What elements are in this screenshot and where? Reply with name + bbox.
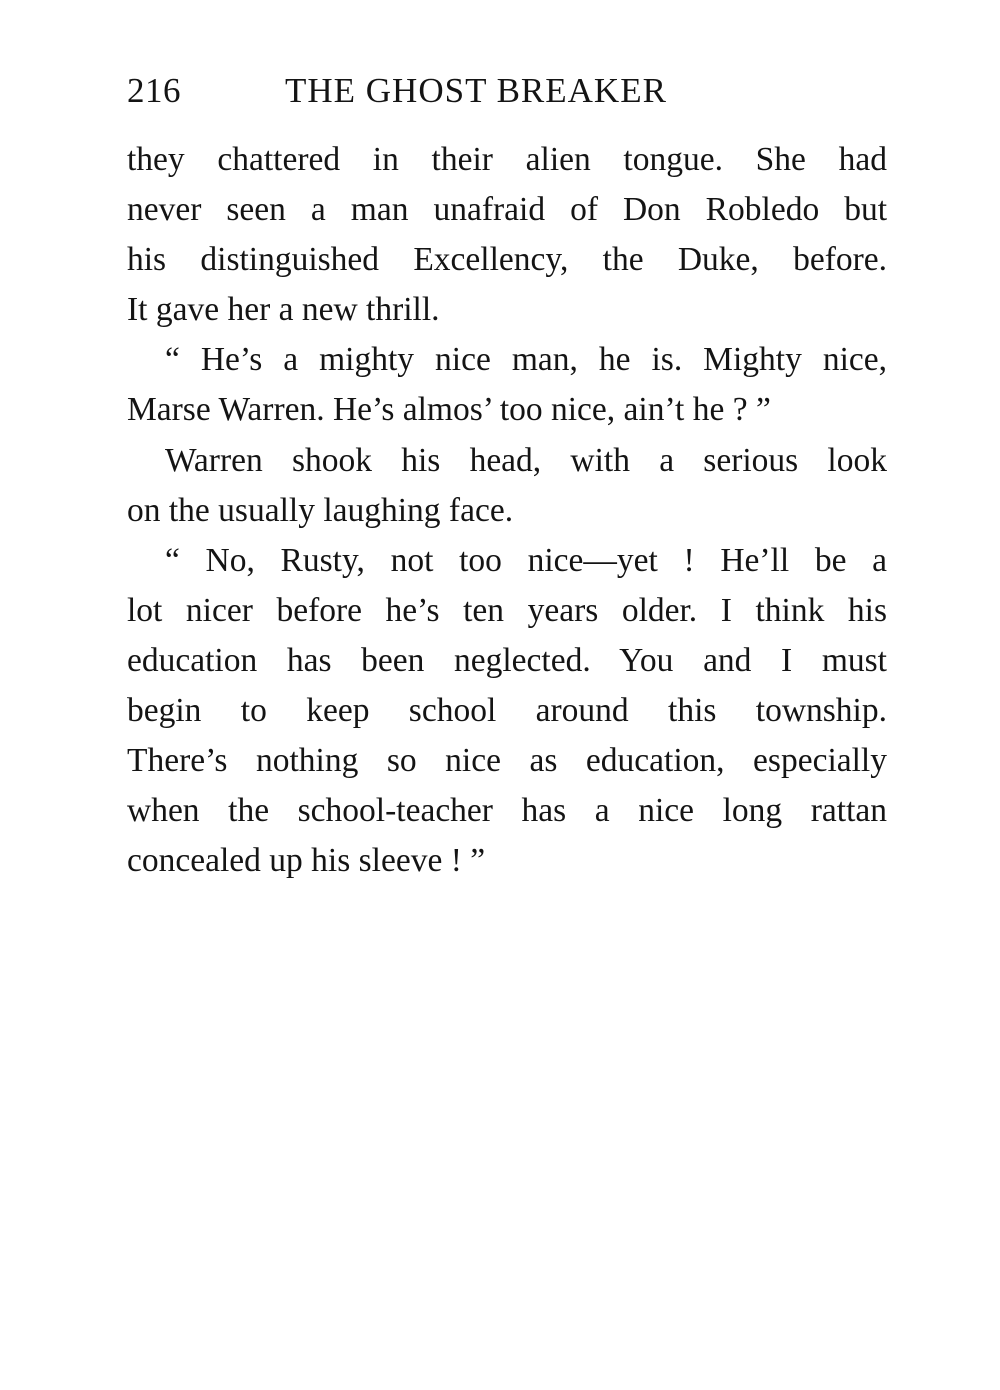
text-line: never seen a man unafraid of Don Robledo but [127,191,887,229]
text-line: “ No, Rusty, not too nice—yet ! He’ll be a [165,541,887,579]
text-line: they chattered in their alien tongue. She had [127,141,887,178]
text-line: concealed up his sleeve ! ” [127,842,486,880]
text-line: Warren shook his head, with a serious look [165,441,887,479]
text-line: “ He’s a mighty nice man, he is. Mighty nice, [165,341,887,379]
page-number: 216 [127,71,181,110]
text-line: his distinguished Excellency, the Duke, before. [127,241,887,279]
body-text [127,135,887,886]
text-line: begin to keep school around this township. [127,692,887,730]
book-title: THE GHOST BREAKER [285,71,667,110]
text-line: when the school-teacher has a nice long rattan [127,792,887,830]
text-line: There’s nothing so nice as education, especially [127,742,887,780]
text-line: It gave her a new thrill. [127,291,440,329]
text-line: Marse Warren. He’s almos’ too nice, ain’t he ? ” [127,391,771,429]
text-line: education has been neglected. You and I must [127,641,887,679]
text-line: on the usually laughing face. [127,491,514,529]
text-line: lot nicer before he’s ten years older. I think his [127,591,887,629]
running-head [127,66,887,116]
